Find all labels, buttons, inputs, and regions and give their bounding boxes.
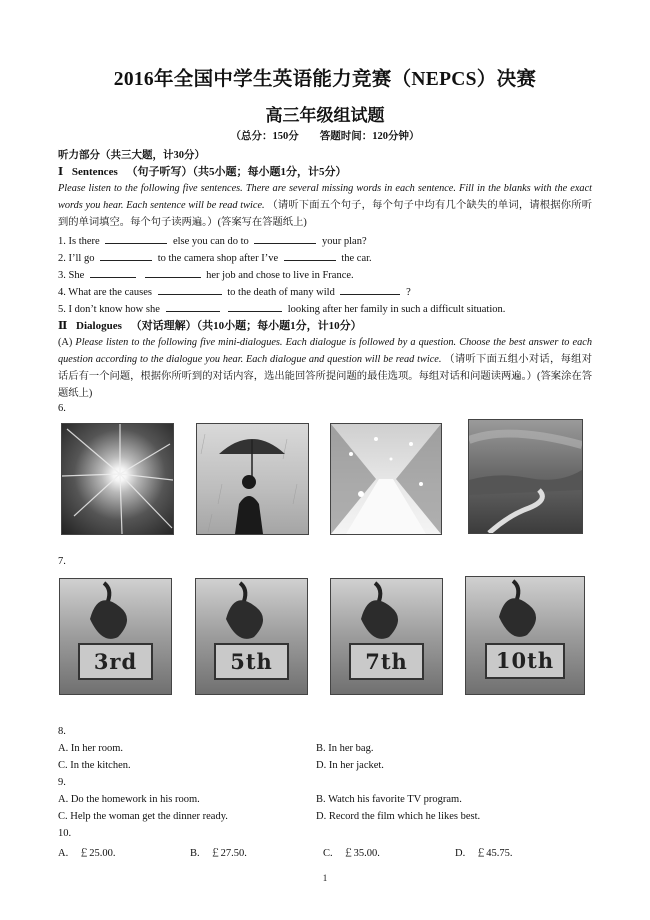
q7-option-c-image[interactable] <box>330 578 443 695</box>
section1-numeral: Ⅰ <box>58 166 64 178</box>
sentence-5-blank-2[interactable] <box>228 300 282 312</box>
q7-plaque-a: 3rd <box>78 643 154 679</box>
page-number: 1 <box>322 873 328 883</box>
section1-heading <box>58 163 346 179</box>
q9-option-b[interactable]: B. Watch his favorite TV program. <box>316 794 462 805</box>
sentence-1-blank-2[interactable] <box>254 232 316 244</box>
section2-detail: （对话理解）（共10小题；每小题1分，计10分） <box>130 320 362 332</box>
sun-icon <box>62 424 173 534</box>
sentence-5-part-a: 5. I don’t know how she <box>58 304 160 315</box>
q6-option-d-image[interactable] <box>468 419 583 534</box>
q9-number: 9. <box>58 777 66 788</box>
q9-option-a[interactable]: A. Do the homework in his room. <box>58 794 200 805</box>
q8-number: 8. <box>58 726 66 737</box>
sentence-2-part-a: 2. I’ll go <box>58 253 95 264</box>
woman-umbrella-icon <box>197 424 308 534</box>
section2-heading <box>58 317 362 333</box>
sentence-5 <box>58 300 505 315</box>
q9-option-c[interactable]: C. Help the woman get the dinner ready. <box>58 811 228 822</box>
q8-option-d[interactable]: D. In her jacket. <box>316 760 384 771</box>
q6-option-a-image[interactable] <box>61 423 174 535</box>
sentence-1-part-c: your plan? <box>322 236 367 247</box>
q7-option-b-image[interactable] <box>195 578 308 695</box>
snowy-road-icon <box>331 424 441 534</box>
q8-option-b[interactable]: B. In her bag. <box>316 743 374 754</box>
sentence-4-blank-1[interactable] <box>158 283 222 295</box>
q7-plaque-d: 10th <box>485 643 565 680</box>
q6-option-c-image[interactable] <box>330 423 442 535</box>
sentence-1-part-b: else you can do to <box>172 236 249 247</box>
sentence-5-part-b: looking after her family in such a difficult situation. <box>287 304 506 315</box>
q8-option-a[interactable]: A. In her room. <box>58 743 124 754</box>
q6-option-b-image[interactable] <box>196 423 309 535</box>
section1-instructions <box>58 180 592 231</box>
sentence-3-part-b: her job and chose to live in France. <box>206 270 354 281</box>
sentence-2 <box>58 249 372 264</box>
q7-option-a-image[interactable] <box>59 578 172 695</box>
sentence-4 <box>58 283 411 298</box>
q9-option-d[interactable]: D. Record the film which he likes best. <box>316 811 481 822</box>
q7-number: 7. <box>58 556 66 567</box>
sentence-2-blank-1[interactable] <box>100 249 152 261</box>
section2-instructions <box>58 334 592 402</box>
sentence-3-part-a: 3. She <box>58 270 85 281</box>
sentence-5-blank-1[interactable] <box>166 300 220 312</box>
sentence-4-blank-2[interactable] <box>340 283 400 295</box>
q10-number: 10. <box>58 828 72 839</box>
exam-title: 2016年全国中学生英语能力竞赛（NEPCS）决赛 <box>113 69 537 90</box>
section1-instr-en: Please listen to the following five sentences. There are several missing words in each sentence. Fill in the blanks with the exact words you hear. Each sentence will be read twice. <box>58 183 592 211</box>
q10-option-c[interactable]: C. ￡35.00. <box>323 848 380 859</box>
sentence-4-part-a: 4. What are the causes <box>58 287 152 298</box>
section1-instr-cn: （请听下面五个句子，每个句子中均有几个缺失的单词，请根据你所听到的单词填空。每个句子读两遍。）(答案写在答题纸上) <box>58 200 593 228</box>
section2-numeral: Ⅱ <box>58 320 68 332</box>
sentence-3 <box>58 266 354 281</box>
q10-option-d[interactable]: D. ￡45.75. <box>455 848 513 859</box>
section2-name: Dialogues <box>76 320 122 332</box>
q7-plaque-b: 5th <box>214 643 290 679</box>
q6-number: 6. <box>58 403 66 414</box>
sentence-2-blank-2[interactable] <box>284 249 336 261</box>
section1-name: Sentences <box>71 166 118 178</box>
q8-option-c[interactable]: C. In the kitchen. <box>58 760 131 771</box>
q10-option-b[interactable]: B. ￡27.50. <box>190 848 247 859</box>
sentence-3-blank-1[interactable] <box>90 266 136 278</box>
sentence-2-part-b: to the camera shop after I’ve <box>157 253 279 264</box>
section1-detail: （句子听写）（共5小题；每小题1分，计5分） <box>126 166 347 178</box>
section2-instr-prefix: (A) <box>58 337 73 348</box>
sentence-4-part-c: ? <box>406 287 411 298</box>
section2-instr-cn: （请听下面五组小对话，每组对话后有一个问题，根据你所听到的对话内容，选出能回答所提问题的最佳选项。每组对话和问题读两遍。）(答案涂在答题纸上) <box>58 354 593 399</box>
q7-plaque-c: 7th <box>349 643 425 679</box>
sentence-2-part-c: the car. <box>341 253 372 264</box>
section2-instr-en: Please listen to the following five mini-dialogues. Each dialogue is followed by a question. Choose the best answer to each question according to the dialogue you hear. Each dialogue and question will be read twice. <box>58 337 592 365</box>
listening-heading: 听力部分（共三大题，计30分） <box>58 150 205 161</box>
sentence-1-blank-1[interactable] <box>105 232 167 244</box>
exam-meta: （总分：150分 答题时间：120分钟） <box>230 131 420 142</box>
sentence-3-blank-2[interactable] <box>145 266 201 278</box>
q10-option-a[interactable]: A. ￡25.00. <box>58 848 116 859</box>
sentence-1 <box>58 232 367 247</box>
sentence-1-part-a: 1. Is there <box>58 236 100 247</box>
exam-subtitle: 高三年级组试题 <box>265 106 385 125</box>
q7-option-d-image[interactable] <box>465 576 585 695</box>
winding-road-icon <box>469 420 582 533</box>
sentence-4-part-b: to the death of many wild <box>227 287 335 298</box>
